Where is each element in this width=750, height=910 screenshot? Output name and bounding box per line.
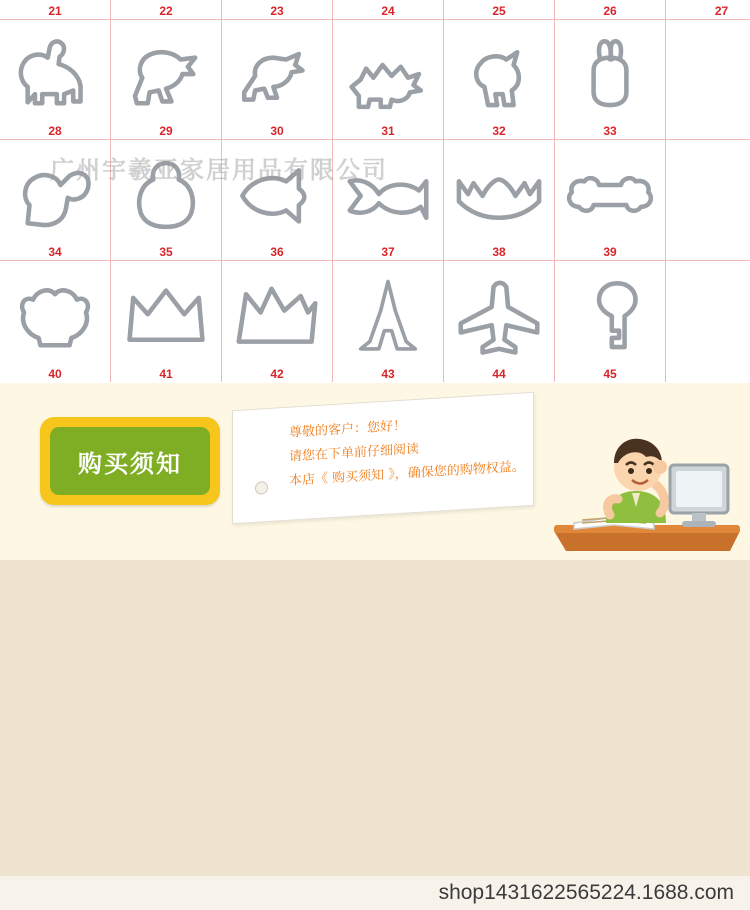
product-cell[interactable] <box>444 140 555 260</box>
grid-row <box>0 0 750 20</box>
product-number: 32 <box>492 124 506 138</box>
fish-icon <box>231 154 323 236</box>
dinosaur-brontosaurus-icon <box>9 34 101 116</box>
squirrel-icon <box>9 154 101 236</box>
product-number: 38 <box>492 245 506 259</box>
penguin-icon <box>120 154 212 236</box>
crown-round-icon <box>9 276 101 358</box>
purchase-notice-board <box>40 417 220 505</box>
product-cell[interactable] <box>555 140 666 260</box>
tag-line: 请您在下单前仔细阅读 <box>289 441 420 465</box>
product-number: 37 <box>381 245 395 259</box>
product-cell[interactable] <box>666 0 750 19</box>
product-cell[interactable] <box>111 140 222 260</box>
grid-row <box>0 20 750 140</box>
shop-url-bar <box>0 876 750 910</box>
product-number: 42 <box>270 367 284 381</box>
grid-row <box>0 140 750 261</box>
shop-url: shop1431622565224.1688.com <box>438 881 734 904</box>
product-number: 45 <box>603 367 617 381</box>
purchase-notice-title: 购买须知 <box>50 427 210 495</box>
whale-icon <box>342 154 434 236</box>
product-number: 26 <box>603 4 617 18</box>
dinosaur-small-icon <box>231 34 323 116</box>
product-grid-section <box>0 0 750 383</box>
grid-row <box>0 261 750 382</box>
product-number: 21 <box>48 4 62 18</box>
rabbit-head-icon <box>564 34 656 116</box>
product-number: 23 <box>270 4 284 18</box>
product-number: 30 <box>270 124 284 138</box>
product-number: 28 <box>48 124 62 138</box>
airplane-icon <box>453 276 545 358</box>
tag-line: 尊敬的客户：您好！ <box>289 418 407 441</box>
dinosaur-stegosaurus-icon <box>342 34 434 116</box>
product-number: 34 <box>48 245 62 259</box>
product-cell[interactable] <box>555 20 666 139</box>
product-number: 43 <box>381 367 395 381</box>
product-number: 33 <box>603 124 617 138</box>
product-cell-empty <box>666 261 750 382</box>
dinosaur-standing-icon <box>453 34 545 116</box>
product-number: 25 <box>492 4 506 18</box>
product-number: 36 <box>270 245 284 259</box>
product-number: 40 <box>48 367 62 381</box>
product-cell[interactable] <box>444 261 555 382</box>
product-number: 35 <box>159 245 173 259</box>
bat-icon <box>453 154 545 236</box>
product-number: 24 <box>381 4 395 18</box>
product-cell[interactable] <box>333 140 444 260</box>
customer-notice-tag <box>232 392 534 524</box>
product-cell[interactable] <box>0 261 111 382</box>
crown-wide-icon <box>231 276 323 358</box>
product-cell[interactable] <box>222 20 333 139</box>
product-cell-empty <box>666 20 750 139</box>
product-number: 31 <box>381 124 395 138</box>
product-cell[interactable] <box>222 140 333 260</box>
product-cell[interactable] <box>222 0 333 19</box>
product-cell[interactable] <box>222 261 333 382</box>
product-cell[interactable] <box>333 261 444 382</box>
tag-text <box>289 407 529 494</box>
key-icon <box>564 276 656 358</box>
product-number: 27 <box>714 4 729 18</box>
customer-service-cartoon <box>552 419 742 559</box>
purchase-notice-section <box>0 383 750 910</box>
product-number: 44 <box>492 367 506 381</box>
product-cell[interactable] <box>111 261 222 382</box>
eiffel-tower-icon <box>342 276 434 358</box>
grid-watermark: 广州宇羲亚家居用品有限公司 <box>50 157 388 184</box>
product-cell[interactable] <box>111 0 222 19</box>
dinosaur-tyrannosaurus-icon <box>120 34 212 116</box>
product-number: 29 <box>159 124 173 138</box>
product-cell[interactable] <box>555 0 666 19</box>
product-cell[interactable] <box>0 140 111 260</box>
product-cell[interactable] <box>333 0 444 19</box>
tag-hole <box>255 481 268 495</box>
product-number: 41 <box>159 367 173 381</box>
tag-line: 本店《 购买须知 》，确保您的购物权益。 <box>289 459 525 489</box>
product-cell-empty <box>666 140 750 260</box>
product-number: 39 <box>603 245 617 259</box>
product-cell[interactable] <box>444 0 555 19</box>
product-cell[interactable] <box>0 0 111 19</box>
product-cell[interactable] <box>444 20 555 139</box>
product-cell[interactable] <box>555 261 666 382</box>
product-cell[interactable] <box>333 20 444 139</box>
bone-icon <box>564 154 656 236</box>
product-cell[interactable] <box>111 20 222 139</box>
product-cell[interactable] <box>0 20 111 139</box>
crown-spiky-icon <box>120 276 212 358</box>
product-number: 22 <box>159 4 173 18</box>
